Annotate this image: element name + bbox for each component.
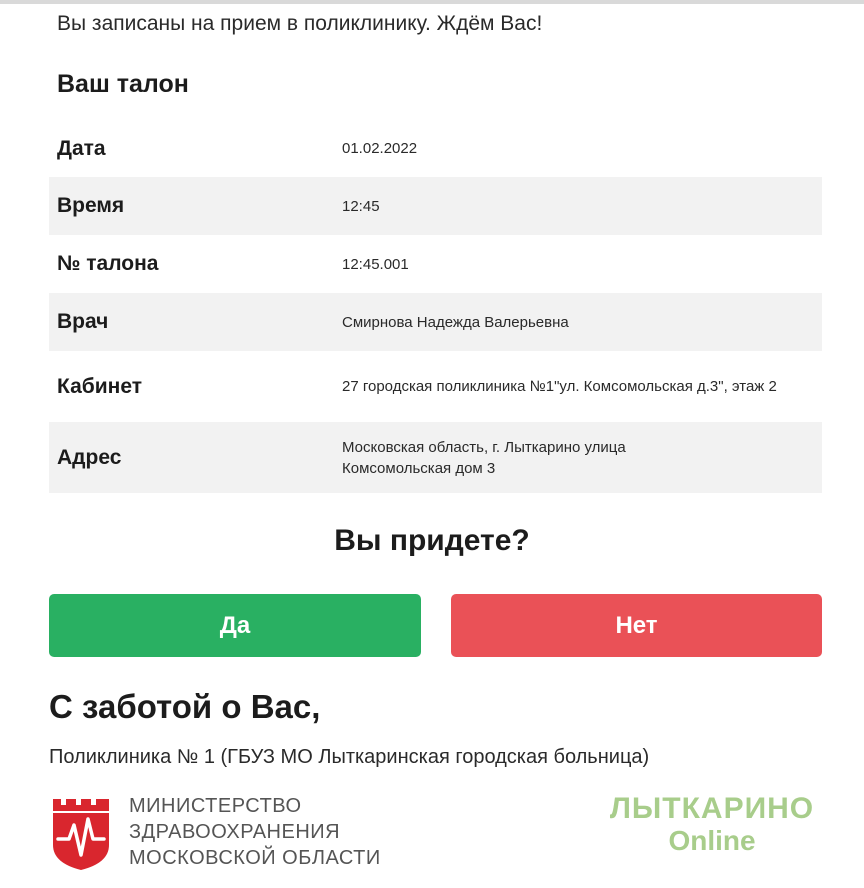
ministry-line: МИНИСТЕРСТВО (129, 795, 302, 817)
ticket-row-doctor (49, 293, 822, 351)
intro-text: Вы записаны на прием в поликлинику. Ждём Вас! (57, 12, 543, 35)
care-heading: С заботой о Вас, (49, 688, 321, 725)
row-value: 12:45 (342, 197, 380, 215)
row-value: 27 городская поликлиника №1"ул. Комсомольская д.3", этаж 2 (342, 378, 777, 395)
attendance-question: Вы придете? (334, 524, 530, 557)
ticket-row-address (49, 422, 822, 493)
no-button[interactable]: Нет (451, 594, 822, 657)
ticket-row-date (49, 120, 822, 177)
ticket-row-room (49, 351, 822, 422)
row-value: 12:45.001 (342, 255, 409, 273)
row-label: № талона (57, 252, 159, 275)
ministry-emblem-icon (51, 797, 111, 871)
row-label: Адрес (57, 445, 122, 469)
row-value: Московская область, г. Лыткарино улица Комсомольская дом 3 (342, 438, 626, 477)
ministry-line: ЗДРАВООХРАНЕНИЯ (129, 821, 341, 843)
row-label: Время (57, 194, 125, 217)
ticket-row-time (49, 177, 822, 235)
row-value: Смирнова Надежда Валерьевна (342, 313, 569, 331)
ticket-row-number (49, 235, 822, 293)
ministry-name (129, 793, 381, 871)
top-divider (0, 0, 864, 4)
ministry-line: МОСКОВСКОЙ ОБЛАСТИ (129, 847, 381, 869)
ticket-table (49, 120, 822, 493)
row-label: Дата (57, 136, 106, 160)
watermark (604, 792, 820, 856)
clinic-name: Поликлиника № 1 (ГБУЗ МО Лыткаринская городская больница) (49, 746, 650, 768)
row-label: Врач (57, 310, 109, 333)
watermark-line: Online (668, 825, 756, 856)
yes-button[interactable]: Да (49, 594, 421, 657)
watermark-line: ЛЫТКАРИНО (609, 792, 815, 825)
ticket-title: Ваш талон (57, 70, 189, 98)
row-value: 01.02.2022 (342, 140, 418, 157)
row-label: Кабинет (57, 374, 143, 398)
